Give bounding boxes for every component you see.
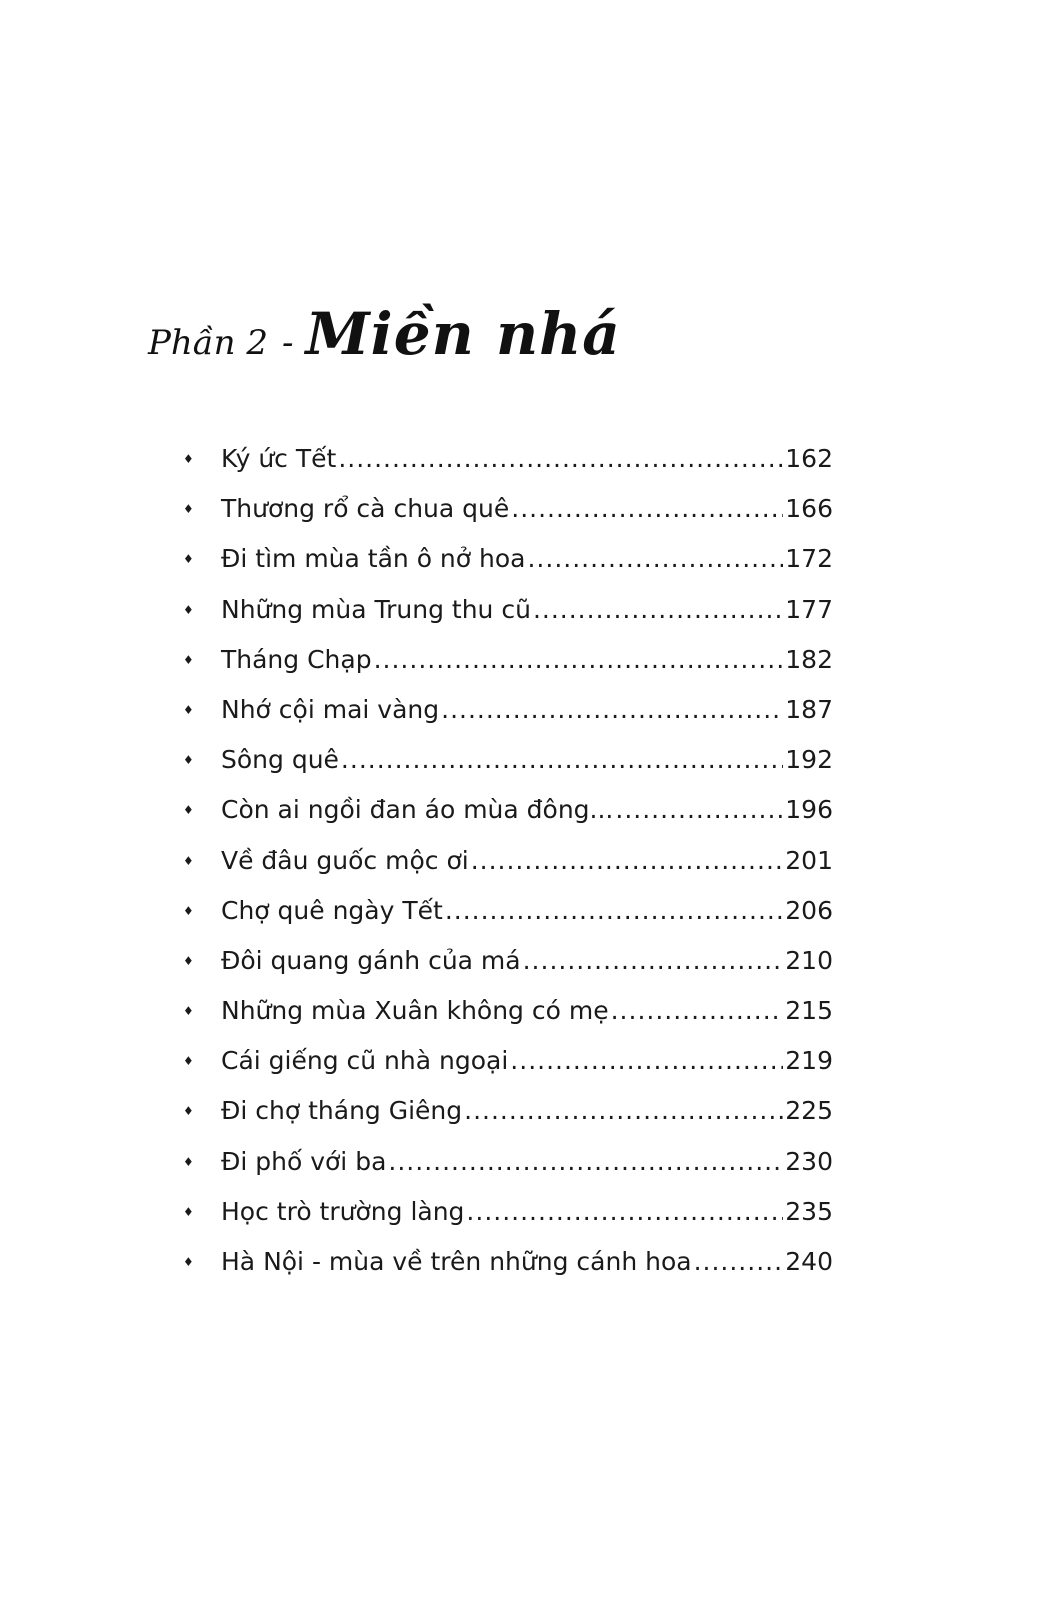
toc-entry-title: Đi tìm mùa tần ô nở hoa xyxy=(221,544,526,574)
toc-entry-title: Học trò trường làng xyxy=(221,1196,465,1226)
toc-entry xyxy=(183,440,833,490)
diamond-bullet-icon: ♦ xyxy=(183,1004,194,1019)
toc-entry-page-number: 225 xyxy=(785,1096,833,1126)
toc-entry xyxy=(183,1193,833,1243)
diamond-bullet-icon: ♦ xyxy=(183,702,194,717)
diamond-bullet-icon: ♦ xyxy=(183,1054,194,1069)
diamond-bullet-icon: ♦ xyxy=(183,903,194,918)
toc-entry-page-number: 235 xyxy=(785,1196,833,1226)
toc-entry-page-number: 177 xyxy=(785,594,833,624)
diamond-bullet-icon: ♦ xyxy=(183,953,194,968)
toc-entry xyxy=(183,741,833,791)
toc-entry xyxy=(183,842,833,892)
toc-entry-page-number: 187 xyxy=(785,694,833,724)
toc-entry xyxy=(183,1143,833,1193)
toc-entry xyxy=(183,490,833,540)
dot-leader xyxy=(388,1143,783,1181)
toc-entry-title: Những mùa Trung thu cũ xyxy=(221,594,531,624)
toc-entry xyxy=(183,691,833,741)
diamond-bullet-icon: ♦ xyxy=(183,502,194,517)
dot-leader xyxy=(615,791,783,829)
section-heading xyxy=(148,300,621,368)
toc-entry xyxy=(183,1092,833,1142)
dot-leader xyxy=(694,1243,784,1281)
toc-entry-title: Cái giếng cũ nhà ngoại xyxy=(221,1046,509,1076)
dot-leader xyxy=(374,641,784,679)
toc-entry-title: Đi phố với ba xyxy=(221,1146,387,1176)
dot-leader xyxy=(466,1193,783,1231)
section-title: Miền nhá xyxy=(305,300,621,368)
dot-leader xyxy=(464,1092,783,1130)
toc-entry-title: Tháng Chạp xyxy=(221,644,372,674)
toc-entry-page-number: 210 xyxy=(785,945,833,975)
toc-entry xyxy=(183,1042,833,1092)
toc-entry-page-number: 215 xyxy=(785,996,833,1026)
toc-entry xyxy=(183,641,833,691)
toc-entry-title: Thương rổ cà chua quê xyxy=(221,494,510,524)
toc-entry-title: Đôi quang gánh của má xyxy=(221,945,521,975)
toc-entry xyxy=(183,540,833,590)
toc-entry-page-number: 166 xyxy=(785,494,833,524)
diamond-bullet-icon: ♦ xyxy=(183,803,194,818)
dot-leader xyxy=(445,892,783,930)
table-of-contents xyxy=(183,440,833,1293)
toc-entry-page-number: 162 xyxy=(785,444,833,473)
diamond-bullet-icon: ♦ xyxy=(183,552,194,567)
dot-leader xyxy=(523,942,784,980)
toc-entry-title: Chợ quê ngày Tết xyxy=(221,895,443,925)
toc-entry-page-number: 219 xyxy=(785,1046,833,1076)
diamond-bullet-icon: ♦ xyxy=(183,1204,194,1219)
diamond-bullet-icon: ♦ xyxy=(183,1104,194,1119)
toc-entry-page-number: 182 xyxy=(785,644,833,674)
toc-entry-title: Ký ức Tết xyxy=(221,444,337,473)
dot-leader xyxy=(471,842,784,880)
diamond-bullet-icon: ♦ xyxy=(183,853,194,868)
toc-entry xyxy=(183,791,833,841)
toc-entry-page-number: 201 xyxy=(785,845,833,875)
toc-entry-title: Hà Nội - mùa về trên những cánh hoa xyxy=(221,1247,692,1276)
toc-entry-title: Những mùa Xuân không có mẹ xyxy=(221,996,609,1026)
dot-leader xyxy=(341,741,783,779)
diamond-bullet-icon: ♦ xyxy=(183,652,194,667)
dot-leader xyxy=(441,691,783,729)
toc-entry-page-number: 172 xyxy=(785,544,833,574)
diamond-bullet-icon: ♦ xyxy=(183,1255,194,1269)
toc-entry-page-number: 240 xyxy=(785,1247,833,1276)
toc-entry xyxy=(183,1243,833,1293)
dot-leader xyxy=(510,1042,783,1080)
diamond-bullet-icon: ♦ xyxy=(183,452,194,466)
dot-leader xyxy=(533,591,783,629)
toc-entry-title: Về đâu guốc mộc ơi xyxy=(221,845,469,875)
toc-entry-title: Đi chợ tháng Giêng xyxy=(221,1096,463,1126)
toc-entry-page-number: 192 xyxy=(785,745,833,775)
dot-leader xyxy=(611,992,784,1030)
toc-entry-title: Nhớ cội mai vàng xyxy=(221,694,440,724)
toc-entry xyxy=(183,591,833,641)
dot-leader xyxy=(338,440,783,478)
diamond-bullet-icon: ♦ xyxy=(183,1154,194,1169)
toc-entry-title: Còn ai ngồi đan áo mùa đông... xyxy=(221,795,614,825)
toc-entry xyxy=(183,992,833,1042)
dot-leader xyxy=(527,540,783,578)
toc-entry xyxy=(183,942,833,992)
toc-entry-page-number: 196 xyxy=(785,795,833,825)
toc-entry-page-number: 206 xyxy=(785,895,833,925)
section-heading-dash: - xyxy=(281,323,294,363)
section-part-label: Phần 2 xyxy=(148,323,268,363)
toc-entry xyxy=(183,892,833,942)
diamond-bullet-icon: ♦ xyxy=(183,602,194,617)
dot-leader xyxy=(511,490,783,528)
toc-entry-page-number: 230 xyxy=(785,1146,833,1176)
diamond-bullet-icon: ♦ xyxy=(183,753,194,768)
toc-entry-title: Sông quê xyxy=(221,745,339,775)
